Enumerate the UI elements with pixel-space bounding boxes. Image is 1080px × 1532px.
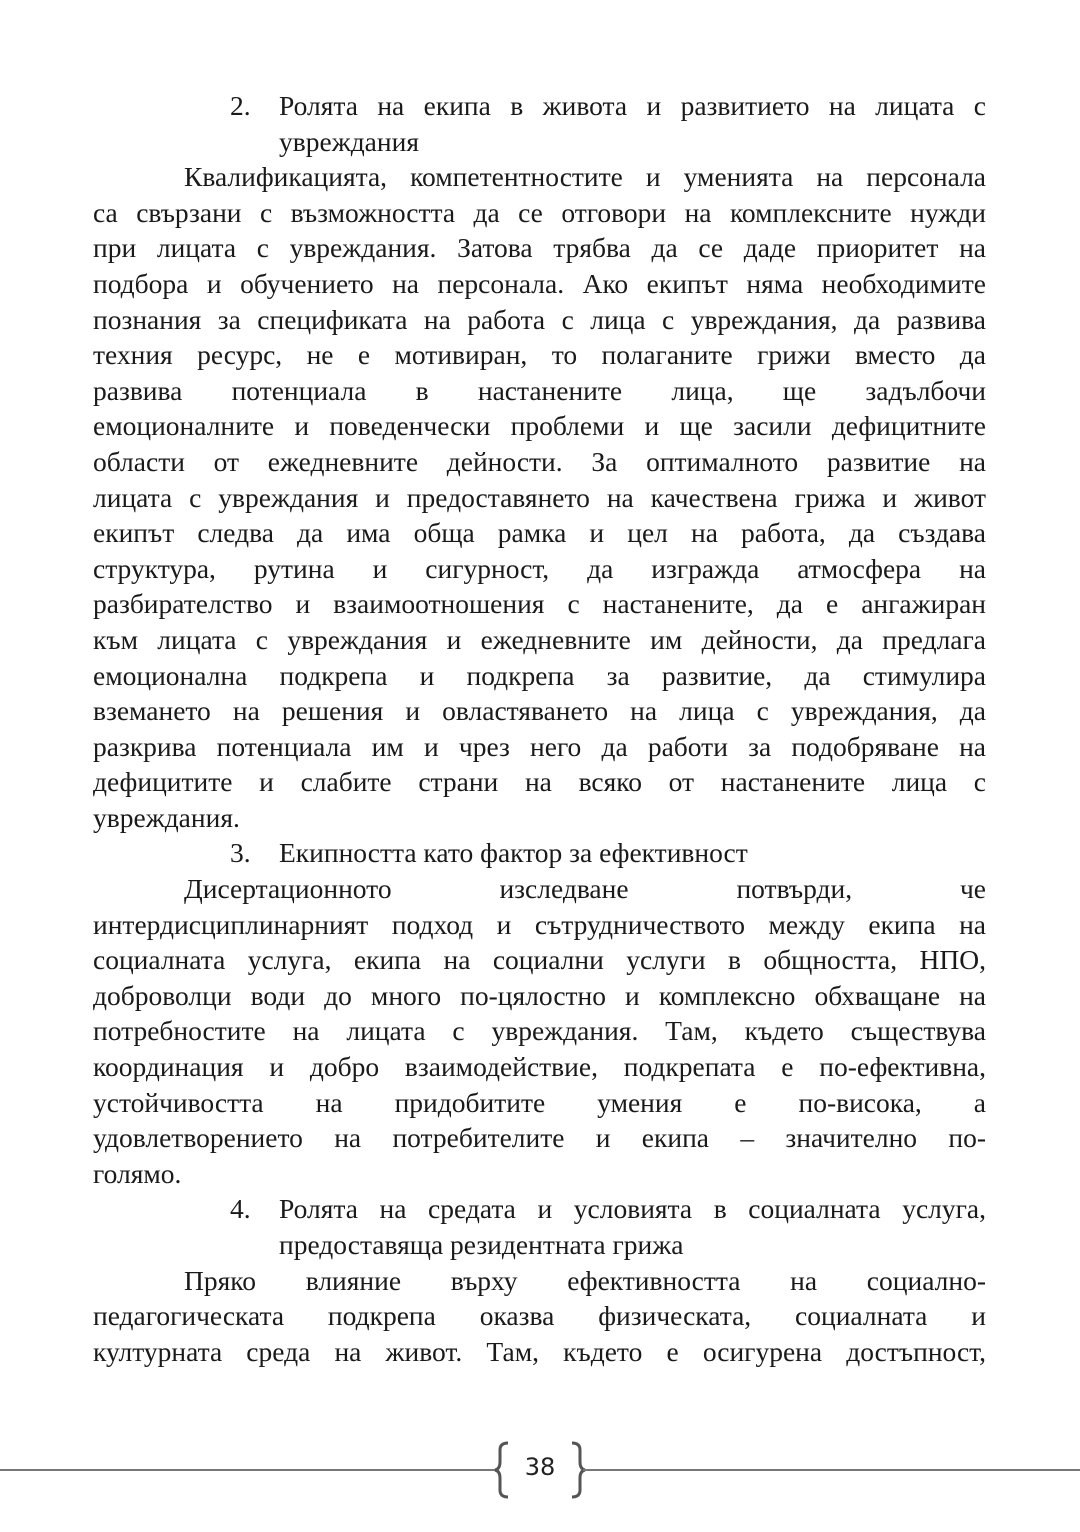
section-paragraph	[93, 871, 986, 1191]
paragraph-line: Квалификацията, компетентностите и уменията на персонала	[184, 161, 986, 193]
left-brace-icon	[492, 1440, 512, 1500]
paragraph-line: устойчивостта на придобитите умения е по-висока, а	[93, 1086, 986, 1118]
paragraph-line: Пряко влияние върху ефективността на социално-	[184, 1264, 986, 1296]
section-number: 4.	[230, 1193, 251, 1225]
section-heading	[230, 88, 986, 159]
section-number: 3.	[230, 837, 251, 869]
paragraph-line: подбора и обучението на персонала. Ако екипът няма необходимите	[93, 267, 986, 299]
paragraph-line: координация и добро взаимодействие, подкрепата е по-ефективна,	[93, 1051, 986, 1083]
paragraph-line: дефицитите и слабите страни на всяко от настанените лица с	[93, 766, 986, 798]
page-footer	[0, 1440, 1080, 1500]
section-number: 2.	[230, 90, 251, 121]
paragraph-line: развива потенциала в настанените лица, ще задълбочи	[93, 374, 986, 406]
paragraph-line: области от ежедневните дейности. За оптималното развитие на	[93, 445, 986, 477]
heading-line: увреждания	[279, 125, 419, 157]
footer-rule-left	[0, 1469, 497, 1471]
paragraph-line: структура, рутина и сигурност, да изгражда атмосфера на	[93, 552, 986, 584]
page-number: 38	[524, 1453, 556, 1481]
paragraph-line: разкрива потенциала им и чрез него да работи за подобряване на	[93, 730, 986, 762]
section-paragraph	[93, 159, 986, 835]
paragraph-line: познания за спецификата на работа с лица с увреждания, да развива	[93, 303, 986, 335]
paragraph-line: вземането на решения и овластяването на лица с увреждания, да	[93, 695, 986, 727]
section-heading	[230, 835, 986, 871]
document-page	[93, 88, 986, 1369]
paragraph-line: емоционална подкрепа и подкрепа за развитие, да стимулира	[93, 659, 986, 691]
paragraph-line: разбирателство и взаимоотношения с настанените, да е ангажиран	[93, 588, 986, 620]
paragraph-line: интердисциплинарният подход и сътрудничеството между екипа на	[93, 908, 986, 940]
paragraph-line: голямо.	[93, 1157, 182, 1189]
paragraph-line: доброволци води до много по-цялостно и комплексно обхващане на	[93, 979, 986, 1011]
paragraph-line: удовлетворението на потребителите и екипа – значително по-	[93, 1122, 986, 1154]
paragraph-line: лицата с увреждания и предоставянето на качествена грижа и живот	[93, 481, 986, 513]
heading-line: Ролята на средата и условията в социалната услуга,	[279, 1193, 986, 1225]
paragraph-line: Дисертационното изследване потвърди, че	[184, 873, 986, 905]
paragraph-line: са свързани с възможността да се отговори на комплексните нужди	[93, 196, 986, 228]
paragraph-line: при лицата с увреждания. Затова трябва да се даде приоритет на	[93, 232, 986, 264]
section-heading	[230, 1191, 986, 1262]
paragraph-line: техния ресурс, не е мотивиран, то полаганите грижи вместо да	[93, 339, 986, 371]
paragraph-line: културната среда на живот. Там, където е осигурена достъпност,	[93, 1335, 986, 1367]
paragraph-line: емоционалните и поведенчески проблеми и ще засили дефицитните	[93, 410, 986, 442]
heading-line: предоставяща резидентната грижа	[279, 1229, 684, 1260]
heading-line: Ролята на екипа в живота и развитието на лицата с	[279, 90, 986, 121]
paragraph-line: увреждания.	[93, 801, 240, 833]
paragraph-line: педагогическата подкрепа оказва физическата, социалната и	[93, 1300, 986, 1332]
paragraph-line: социалната услуга, екипа на социални услуги в общността, НПО,	[93, 944, 986, 976]
footer-rule-right	[583, 1469, 1080, 1471]
paragraph-line: към лицата с увреждания и ежедневните им дейности, да предлага	[93, 623, 986, 655]
section-paragraph	[93, 1263, 986, 1370]
paragraph-line: екипът следва да има обща рамка и цел на работа, да създава	[93, 517, 986, 549]
heading-line: Екипността като фактор за ефективност	[279, 837, 748, 869]
paragraph-line: потребностите на лицата с увреждания. Там, където съществува	[93, 1015, 986, 1047]
